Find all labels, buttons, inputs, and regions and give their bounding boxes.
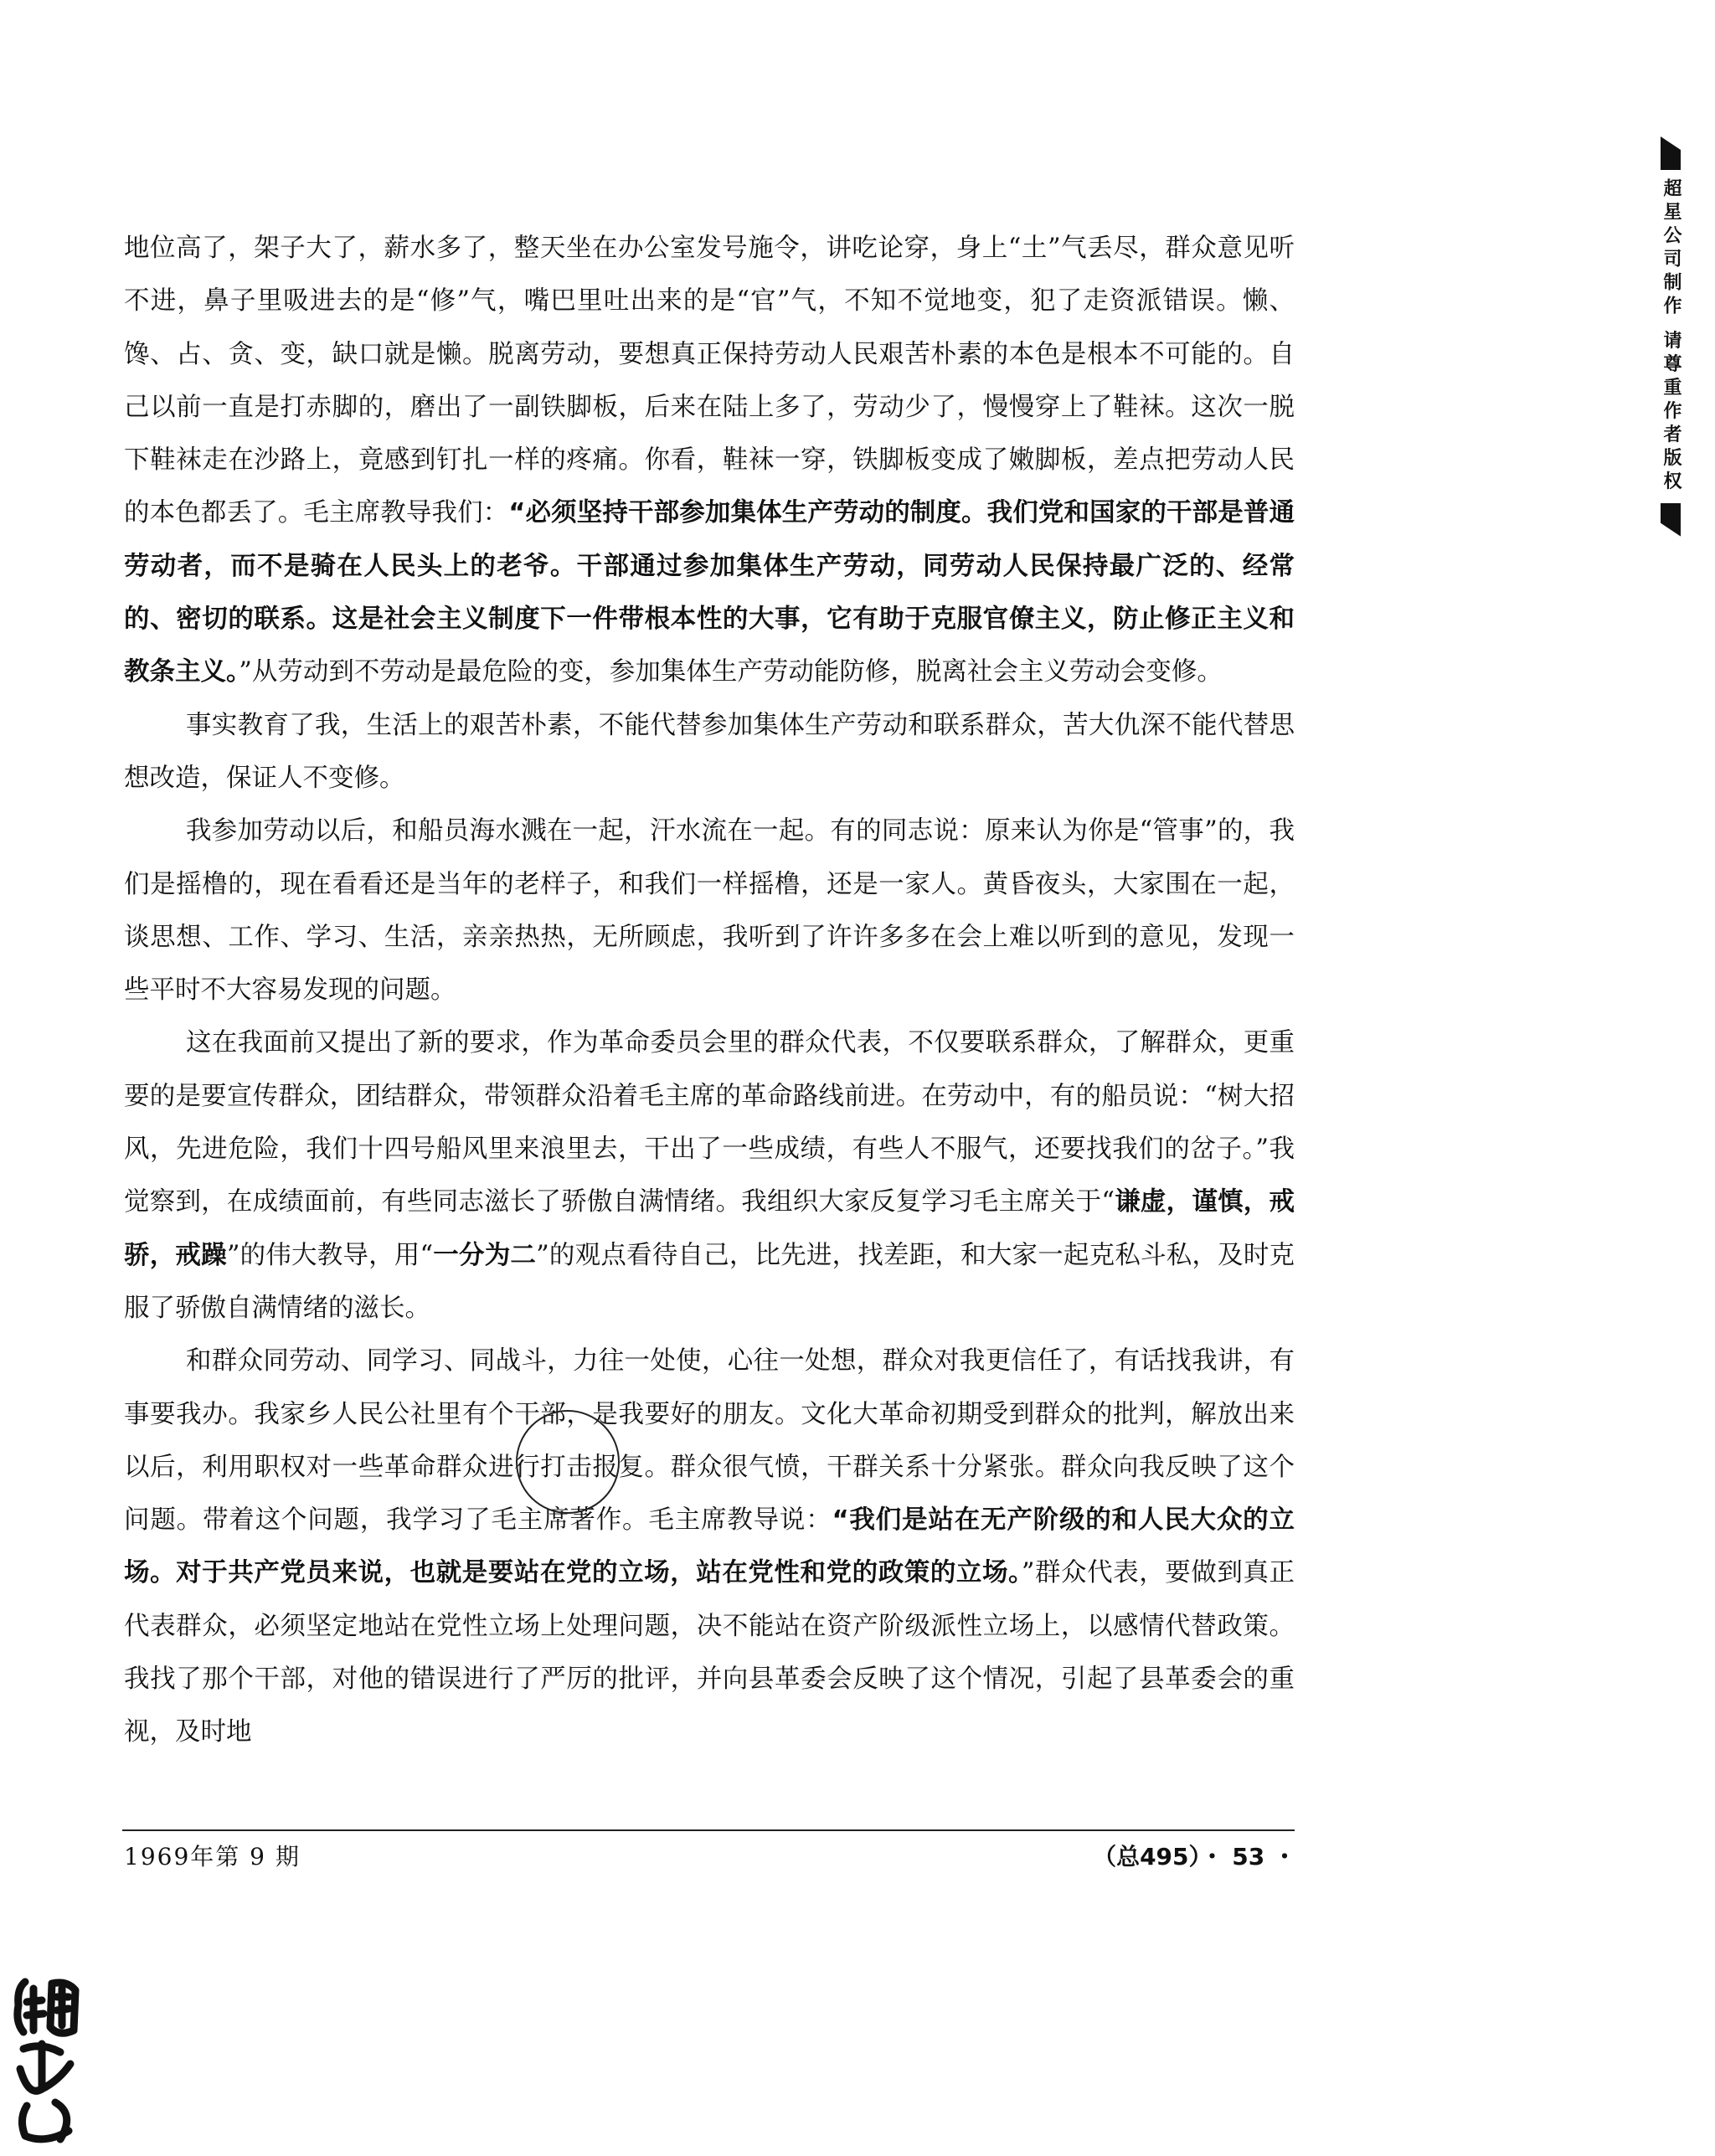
body-text: ”的观点看待自己，比先进，找差距，和大家一起克私斗私，及时克服了骄傲自满情绪的滋长。 [124,1240,1295,1323]
body-text: ”从劳动到不劳动是最危险的变，参加集体生产劳动能防修，脱离社会主义劳动会变修。 [239,657,1223,687]
stamp-circle [516,1410,620,1514]
quotation-text: 谦虚，谨慎，戒骄，戒躁 [124,1187,1295,1270]
paragraph [124,805,1295,1016]
body-text: ”的伟大教导，用“ [226,1240,434,1270]
body-text: ”群众代表，要做到真正代表群众，必须坚定地站在党性立场上处理问题，决不能站在资产阶级派性立场上，以感情代替政策。我找了那个干部，对他的错误进行了严厉的批评，并向县革委会反映了这个情况，引起了县革委会的重视，及时地 [124,1558,1295,1747]
footer-rule [122,1829,1295,1831]
page-number: （总495）・ 53 ・ [1093,1843,1296,1870]
paragraph [124,222,1295,699]
body-text: 地位高了，架子大了，薪水多了，整天坐在办公室发号施令，讲吃论穿，身上“土”气丢尽，群众意见听不进，鼻子里吸进去的是“修”气，嘴巴里吐出来的是“官”气，不知不觉地变，犯了走资派错误。懒、馋、占、贪、变，缺口就是懒。脱离劳动，要想真正保持劳动人民艰苦朴素的本色是根本不可能的。自己以前一直是打赤脚的，磨出了一副铁脚板，后来在陆上多了，劳动少了，慢慢穿上了鞋袜。这次一脱下鞋袜走在沙路上，竟感到钉扎一样的疼痛。你看，鞋袜一穿，铁脚板变成了嫩脚板，差点把劳动人民的本色都丢了。毛主席教导我们： [124,234,1295,528]
article-body [124,222,1295,1759]
issue-label: 1969年第 9 期 [124,1843,301,1870]
copyright-bar-bottom [1661,503,1681,537]
copyright-text: 超星公司制作 请尊重作者版权 [1661,178,1682,495]
library-seal-icon [8,1972,88,2148]
quotation-text: “必须坚持干部参加集体生产劳动的制度。我们党和国家的干部是普通劳动者，而不是骑在人民头上的老爷。干部通过参加集体生产劳动，同劳动人民保持最广泛的、经常的、密切的联系。这是社会主义制度下一件带根本性的大事，它有助于克服官僚主义，防止修正主义和教条主义。 [124,498,1295,687]
paragraph [124,1016,1295,1335]
body-text: 事实教育了我，生活上的艰苦朴素，不能代替参加集体生产劳动和联系群众，苦大仇深不能代替思想改造，保证人不变修。 [124,710,1295,793]
quotation-text: “我们是站在无产阶级的和人民大众的立场。对于共产党员来说，也就是要站在党的立场，站在党性和党的政策的立场。 [124,1505,1295,1588]
paragraph [124,699,1295,805]
body-text: 我参加劳动以后，和船员海水溅在一起，汗水流在一起。有的同志说：原来认为你是“管事”的，我们是摇橹的，现在看看还是当年的老样子，和我们一样摇橹，还是一家人。黄昏夜头，大家围在一起，谈思想、工作、学习、生活，亲亲热热，无所顾虑，我听到了许许多多在会上难以听到的意见，发现一些平时不大容易发现的问题。 [124,816,1295,1006]
body-text: 和群众同劳动、同学习、同战斗，力往一处使，心往一处想，群众对我更信任了，有话找我讲，有事要我办。我家乡人民公社里有个干部，是我要好的朋友。文化大革命初期受到群众的批判，解放出来以后，利用职权对一些革命群众进行打击报复。群众很气愤，干群关系十分紧张。群众向我反映了这个问题。带着这个问题，我学习了毛主席著作。毛主席教导说： [124,1346,1295,1536]
copyright-bar-top [1661,136,1681,170]
quotation-text: 一分为二 [433,1240,537,1270]
copyright-notice [1654,136,1687,537]
paragraph [124,1335,1295,1758]
body-text: 这在我面前又提出了新的要求，作为革命委员会里的群众代表，不仅要联系群众，了解群众，更重要的是要宣传群众，团结群众，带领群众沿着毛主席的革命路线前进。在劳动中，有的船员说：“树大招风，先进危险，我们十四号船风里来浪里去，干出了一些成绩，有些人不服气，还要找我们的岔子。”我觉察到，在成绩面前，有些同志滋长了骄傲自满情绪。我组织大家反复学习毛主席关于“ [124,1028,1295,1217]
